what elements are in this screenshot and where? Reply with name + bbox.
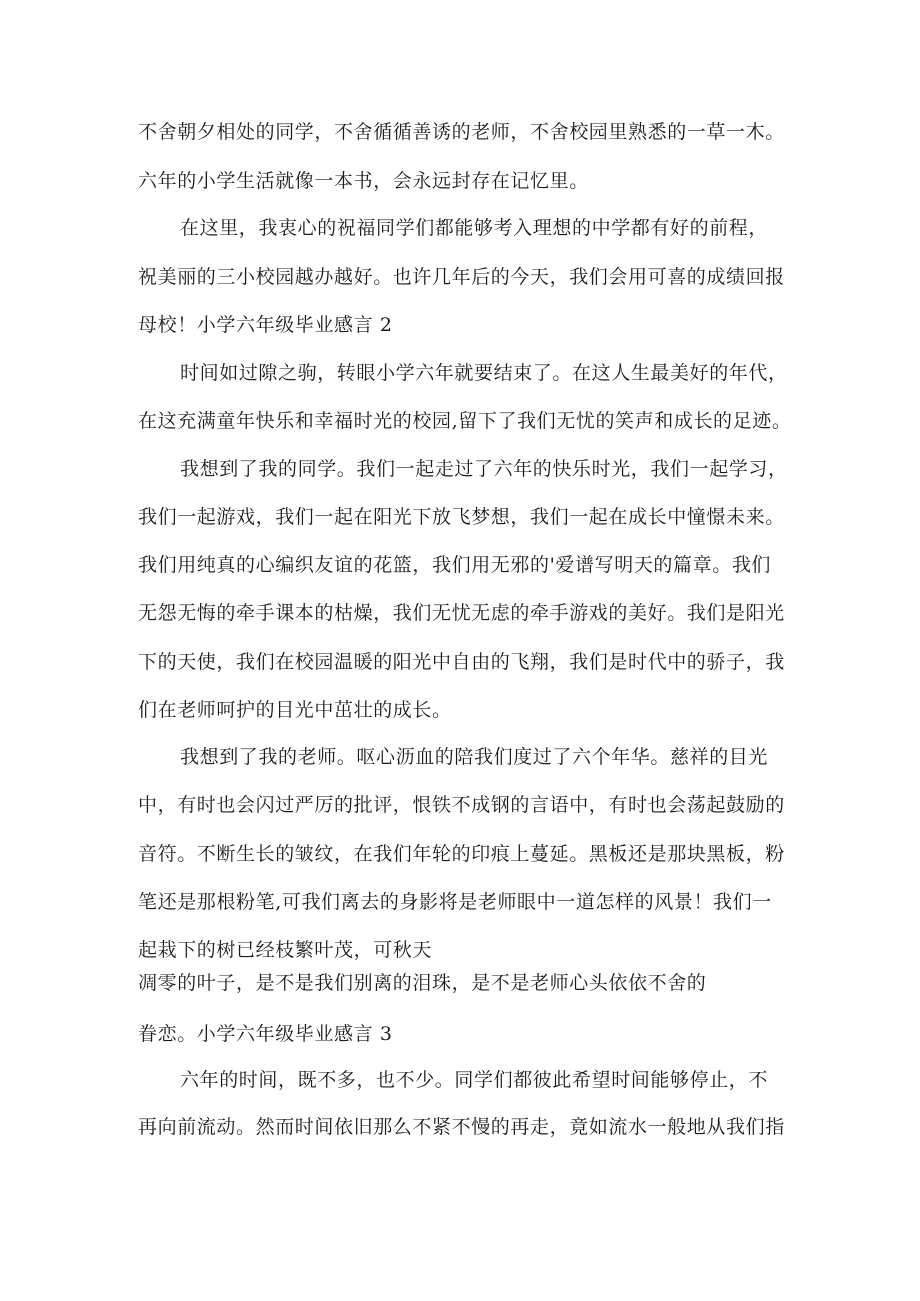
text-line: 在这充满童年快乐和幸福时光的校园,留下了我们无忧的笑声和成长的足迹。 [138, 410, 792, 432]
text-line: 下的天使，我们在校园温暖的阳光中自由的飞翔，我们是时代中的骄子，我 [138, 651, 785, 673]
text-line: 凋零的叶子，是不是我们别离的泪珠，是不是老师心头依依不舍的 [138, 972, 707, 994]
text-line: 起栽下的树已经枝繁叶茂，可秋天 [138, 939, 433, 961]
section-heading-line: 眷恋。小学六年级毕业感言 3 [138, 1023, 393, 1045]
text-line: 再向前流动。然而时间依旧那么不紧不慢的再走，竟如流水一般地从我们指 [138, 1116, 785, 1138]
text-line: 无怨无悔的牵手课本的枯燥，我们无忧无虑的牵手游戏的美好。我们是阳光 [138, 602, 785, 624]
paragraph-start-line: 我想到了我的老师。呕心沥血的陪我们度过了六个年华。慈祥的目光 [180, 746, 769, 768]
text-line: 们在老师呵护的目光中茁壮的成长。 [138, 699, 452, 721]
text-line: 祝美丽的三小校园越办越好。也许几年后的今天，我们会用可喜的成绩回报 [138, 266, 785, 288]
paragraph-start-line: 时间如过隙之驹，转眼小学六年就要结束了。在这人生最美好的年代， [180, 362, 788, 384]
text-line: 不舍朝夕相处的同学，不舍循循善诱的老师，不舍校园里熟悉的一草一木。 [138, 121, 785, 143]
paragraph-start-line: 在这里，我衷心的祝福同学们都能够考入理想的中学都有好的前程， [180, 217, 769, 239]
text-line: 音符。不断生长的皱纹，在我们年轮的印痕上蔓延。黑板还是那块黑板，粉 [138, 843, 785, 865]
section-heading-line: 母校！小学六年级毕业感言 2 [138, 314, 393, 336]
text-line: 我们用纯真的心编织友谊的花篮，我们用无邪的'爱谱写明天的篇章。我们 [138, 554, 772, 576]
paragraph-start-line: 我想到了我的同学。我们一起走过了六年的快乐时光，我们一起学习， [180, 458, 788, 480]
text-line: 六年的小学生活就像一本书，会永远封存在记忆里。 [138, 170, 589, 192]
text-line: 中，有时也会闪过严厉的批评，恨铁不成钢的言语中，有时也会荡起鼓励的 [138, 794, 785, 816]
paragraph-start-line: 六年的时间，既不多，也不少。同学们都彼此希望时间能够停止，不 [180, 1069, 769, 1091]
text-line: 笔还是那根粉笔,可我们离去的身影将是老师眼中一道怎样的风景！我们一 [138, 891, 772, 913]
text-line: 我们一起游戏，我们一起在阳光下放飞梦想，我们一起在成长中憧憬未来。 [138, 506, 785, 528]
